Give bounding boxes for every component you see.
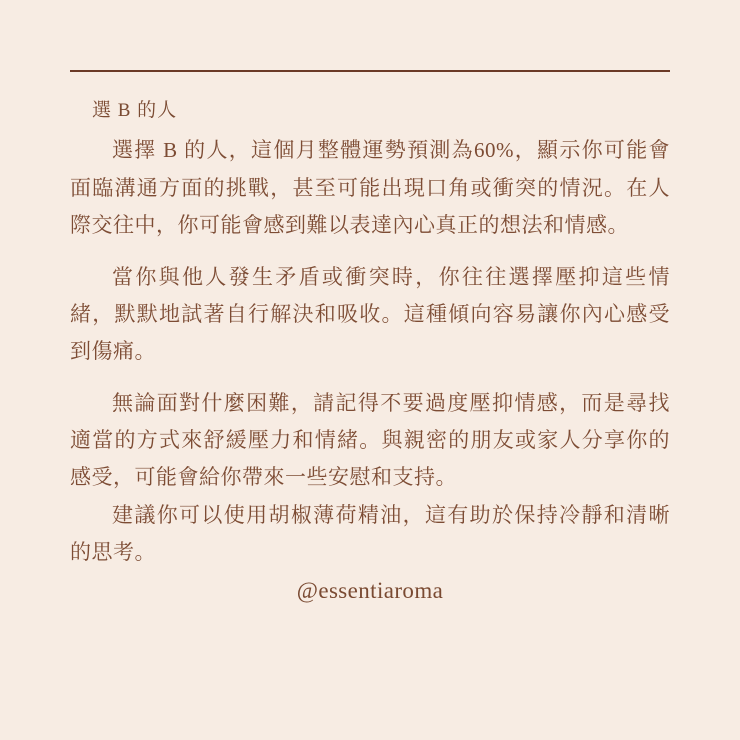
paragraph-4: 建議你可以使用胡椒薄荷精油，這有助於保持冷靜和清晰的思考。 — [70, 502, 670, 565]
page-title: 選 B 的人 — [92, 100, 178, 121]
paragraph-3: 無論面對什麼困難，請記得不要過度壓抑情感，而是尋找適當的方式來舒緩壓力和情緒。與親密的朋友或家人分享你的感受，可能會給你帶來一些安慰和支持。 — [70, 390, 670, 490]
paragraph-2: 當你與他人發生矛盾或衝突時，你往往選擇壓抑這些情緒，默默地試著自行解決和吸收。這種傾向容易讓你內心感受到傷痛。 — [70, 264, 670, 364]
account-handle: @essentiaroma — [296, 577, 444, 603]
top-divider — [70, 70, 670, 72]
paragraph-1: 選擇 B 的人，這個月整體運勢預測為60%，顯示你可能會面臨溝通方面的挑戰，甚至可能出現口角或衝突的情況。在人際交往中，你可能會感到難以表達內心真正的想法和情感。 — [70, 138, 670, 238]
document-content — [70, 96, 670, 604]
